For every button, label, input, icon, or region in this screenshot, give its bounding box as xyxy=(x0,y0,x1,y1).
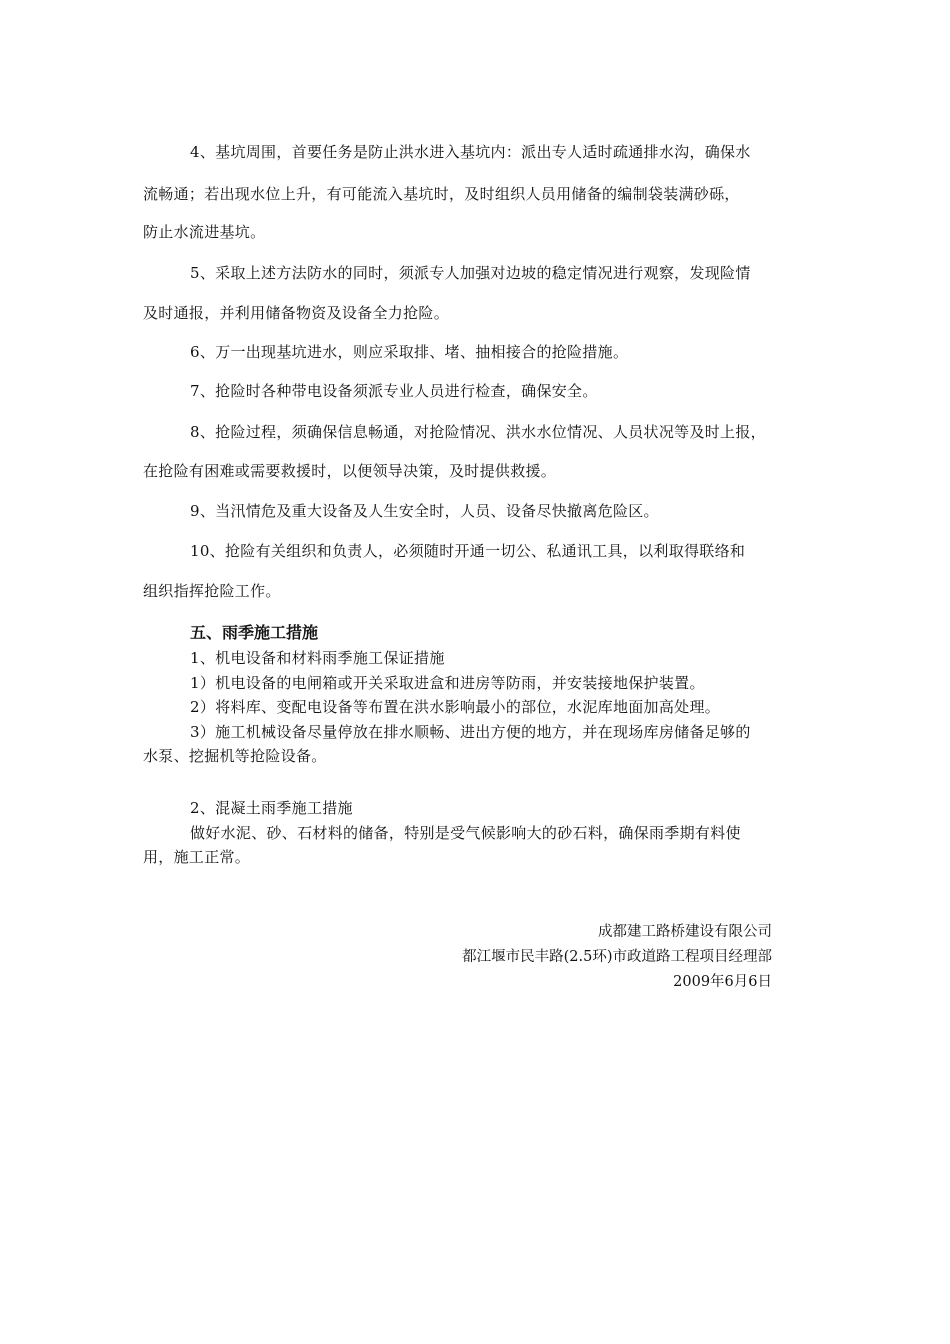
paragraph-9-line-1: 9、当汛情危及重大设备及人生安全时，人员、设备尽快撤离危险区。 xyxy=(190,502,659,520)
signature-company: 成都建工路桥建设有限公司 xyxy=(598,924,772,940)
paragraph-7-line-1: 7、抢险时各种带电设备须派专业人员进行检查，确保安全。 xyxy=(190,382,598,400)
subsection-1-item-3-line-2: 水泵、挖掘机等抢险设备。 xyxy=(143,747,327,765)
paragraph-6-line-1: 6、万一出现基坑进水，则应采取排、堵、抽相接合的抢险措施。 xyxy=(190,343,629,361)
paragraph-4-line-1: 4、基坑周围，首要任务是防止洪水进入基坑内：派出专人适时疏通排水沟，确保水 xyxy=(190,143,751,161)
paragraph-10-line-1: 10、抢险有关组织和负责人，必须随时开通一切公、私通讯工具，以利取得联络和 xyxy=(190,542,746,560)
subsection-1-item-2: 2）将料库、变配电设备等布置在洪水影响最小的部位，水泥库地面加高处理。 xyxy=(190,698,721,716)
paragraph-10-line-2: 组织指挥抢险工作。 xyxy=(143,582,281,600)
paragraph-8-line-2: 在抢险有困难或需要救援时，以便领导决策，及时提供救援。 xyxy=(143,462,557,480)
section-heading: 五、雨季施工措施 xyxy=(190,623,319,642)
signature-department: 都江堰市民丰路(2.5环)市政道路工程项目经理部 xyxy=(462,949,772,965)
subsection-2-text-line-1: 做好水泥、砂、石材料的储备，特别是受气候影响大的砂石料，确保雨季期有料使 xyxy=(190,824,741,842)
subsection-1-item-1: 1）机电设备的电闸箱或开关采取进盒和进房等防雨，并安装接地保护装置。 xyxy=(190,674,705,692)
paragraph-5-line-2: 及时通报，并利用储备物资及设备全力抢险。 xyxy=(143,304,450,322)
signature-date: 2009年6月6日 xyxy=(673,974,772,990)
subsection-2-title: 2、混凝土雨季施工措施 xyxy=(190,799,353,817)
subsection-1-item-3-line-1: 3）施工机械设备尽量停放在排水顺畅、进出方便的地方，并在现场库房储备足够的 xyxy=(190,723,751,741)
paragraph-8-line-1: 8、抢险过程，须确保信息畅通，对抢险情况、洪水水位情况、人员状况等及时上报， xyxy=(190,423,766,441)
paragraph-4-line-3: 防止水流进基坑。 xyxy=(143,223,266,241)
paragraph-4-line-2: 流畅通；若出现水位上升，有可能流入基坑时，及时组织人员用储备的编制袋装满砂砾， xyxy=(143,185,740,203)
subsection-1-title: 1、机电设备和材料雨季施工保证措施 xyxy=(190,649,445,667)
subsection-2-text-line-2: 用，施工正常。 xyxy=(143,848,251,866)
paragraph-5-line-1: 5、采取上述方法防水的同时，须派专人加强对边坡的稳定情况进行观察，发现险情 xyxy=(190,264,751,282)
